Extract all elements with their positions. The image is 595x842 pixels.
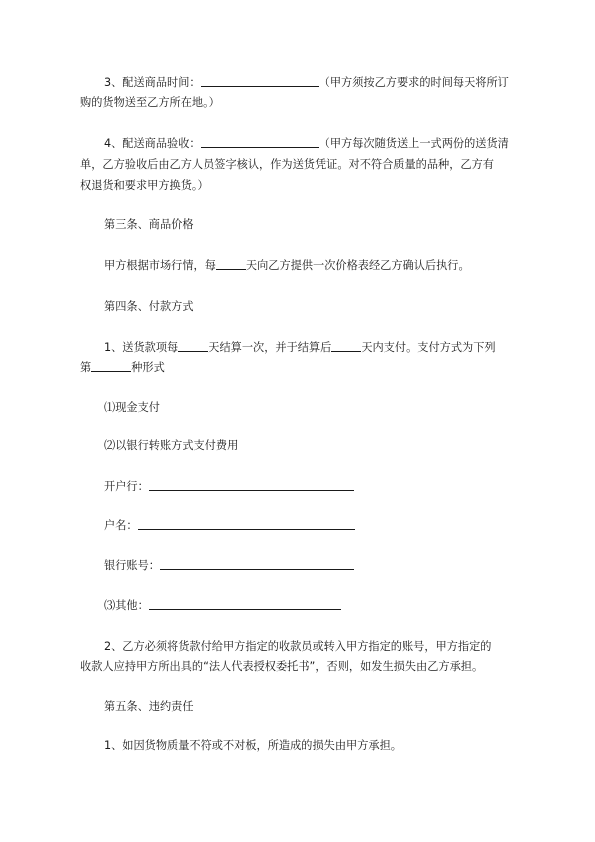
option-cash: ⑴现金支付 [104,401,160,414]
option-bank-transfer: ⑵以银行转账方式支付费用 [104,439,239,452]
pay-days-blank [331,339,361,352]
payment-text-a: 1、送货款项每 [104,341,179,354]
price-days-blank [216,257,246,270]
payment-line1 [104,338,560,358]
payment-text-b: 天结算一次，并于结算后 [208,341,332,354]
price-paragraph [104,256,560,276]
bank-open-field [104,477,560,497]
payment-form-prefix: 第 [80,361,92,374]
section-payment-heading: 第四条、付款方式 [104,300,194,313]
payee-clause-line1: 2、乙方必须将货款付给甲方指定的收款员或转入甲方指定的账号，甲方指定的 [104,640,492,653]
payment-line2 [80,358,536,378]
clause-delivery-time-line2: 购的货物送至乙方所在地。） [80,96,220,109]
settle-days-blank [178,339,208,352]
clause-delivery-time-label: 3、配送商品时间： [104,76,201,89]
clause-delivery-time-text: （甲方须按乙方要求的时间每天将所订 [318,76,509,89]
price-text-a: 甲方根据市场行情，每 [104,259,216,272]
clause-acceptance-line2: 单，乙方验收后由乙方人员签字核认，作为送货凭证。对不符合质量的品种，乙方有 [80,158,494,171]
payment-form-blank [91,359,131,372]
payment-text-c: 天内支付。支付方式为下列 [361,341,496,354]
clause-acceptance-line3: 权退货和要求甲方换货。） [80,179,209,192]
bank-account-label: 银行账号： [104,559,160,572]
account-name-label: 户名： [104,519,138,532]
other-label: ⑶其他： [104,599,149,612]
acceptance-blank [201,135,319,148]
bank-account-field [104,556,560,576]
liability-clause-1: 1、如因货物质量不符或不对板，所造成的损失由甲方承担。 [104,739,402,752]
payee-clause-line2: 收款人应持甲方所出具的“法人代表授权委托书”，否则，如发生损失由乙方承担。 [80,660,484,673]
account-name-field [104,516,560,536]
price-text-b: 天向乙方提供一次价格表经乙方确认后执行。 [245,259,470,272]
bank-account-blank [160,557,354,570]
section-liability-heading: 第五条、违约责任 [104,700,194,713]
section-price-heading: 第三条、商品价格 [104,218,194,231]
clause-delivery-time-line1 [104,73,560,93]
bank-open-label: 开户行： [104,480,149,493]
delivery-time-blank [201,74,319,87]
clause-acceptance-line1 [104,134,560,154]
bank-open-blank [149,478,354,491]
other-field [104,596,560,616]
payment-form-suffix: 种形式 [131,361,165,374]
clause-acceptance-text: （甲方每次随货送上一式两份的送货清 [318,137,509,150]
clause-acceptance-label: 4、配送商品验收： [104,137,201,150]
other-blank [149,597,341,610]
account-name-blank [138,517,355,530]
